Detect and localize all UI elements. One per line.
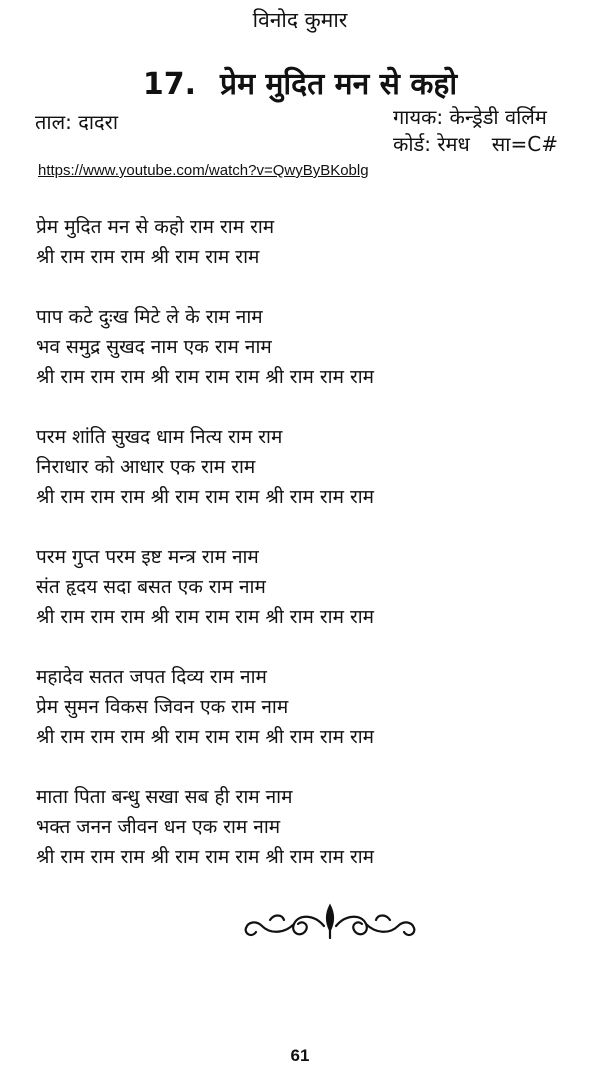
lyric-line: परम शांति सुखद धाम नित्य राम राम bbox=[36, 426, 283, 448]
lyric-line: पाप कटे दुःख मिटे ले के राम नाम bbox=[36, 306, 263, 328]
stanza bbox=[36, 422, 576, 512]
lyric-line: श्री राम राम राम श्री राम राम राम श्री राम राम राम bbox=[36, 846, 375, 868]
lyric-line: श्री राम राम राम श्री राम राम राम श्री राम राम राम bbox=[36, 366, 375, 388]
chords-row bbox=[393, 131, 558, 158]
stanza bbox=[36, 662, 576, 752]
youtube-link[interactable]: https://www.youtube.com/watch?v=QwyByBKoblg bbox=[38, 162, 369, 179]
lyric-line: परम गुप्त परम इष्ट मन्त्र राम नाम bbox=[36, 546, 259, 568]
lyric-line: श्री राम राम राम श्री राम राम राम bbox=[36, 246, 260, 268]
song-number: 17. bbox=[142, 67, 196, 102]
scale-label: सा=C# bbox=[491, 132, 558, 156]
page-number: 61 bbox=[290, 1046, 310, 1065]
singer-label: गायक: केन्ड्रेडी वर्लिम bbox=[393, 105, 547, 129]
lyric-line: श्री राम राम राम श्री राम राम राम श्री राम राम राम bbox=[36, 726, 375, 748]
author-name: विनोद कुमार bbox=[252, 8, 348, 32]
lyric-line: निराधार को आधार एक राम राम bbox=[36, 456, 256, 478]
tal-label: ताल: दादरा bbox=[35, 110, 119, 134]
lyric-line: प्रेम सुमन विकस जिवन एक राम नाम bbox=[36, 696, 289, 718]
song-title: प्रेम मुदित मन से कहो bbox=[220, 67, 458, 102]
chords-label: कोर्ड: रेमध bbox=[393, 132, 470, 156]
lyric-line: श्री राम राम राम श्री राम राम राम श्री राम राम राम bbox=[36, 486, 375, 508]
lyric-line: संत हृदय सदा बसत एक राम नाम bbox=[36, 576, 266, 598]
song-meta bbox=[393, 104, 558, 158]
lyric-line: श्री राम राम राम श्री राम राम राम श्री राम राम राम bbox=[36, 606, 375, 628]
lyric-line: माता पिता बन्धु सखा सब ही राम नाम bbox=[36, 786, 293, 808]
song-heading bbox=[0, 62, 600, 103]
stanza bbox=[36, 782, 576, 872]
stanza bbox=[36, 542, 576, 632]
flourish-divider-icon bbox=[240, 900, 420, 944]
lyric-line: प्रेम मुदित मन से कहो राम राम राम bbox=[36, 216, 275, 238]
lyrics bbox=[36, 212, 576, 902]
lyric-line: भव समुद्र सुखद नाम एक राम नाम bbox=[36, 336, 272, 358]
lyric-line: भक्त जनन जीवन धन एक राम नाम bbox=[36, 816, 281, 838]
stanza bbox=[36, 212, 576, 272]
stanza bbox=[36, 302, 576, 392]
lyric-line: महादेव सतत जपत दिव्य राम नाम bbox=[36, 666, 267, 688]
